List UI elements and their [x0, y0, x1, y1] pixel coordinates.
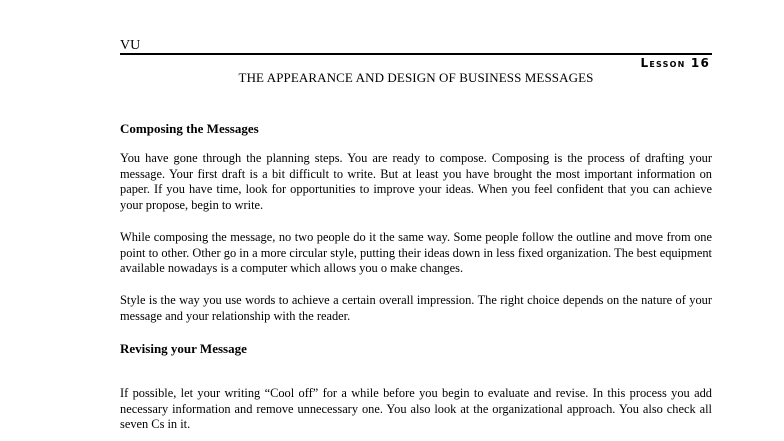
document-page	[120, 0, 712, 441]
paragraph-revising-1: If possible, let your writing “Cool off” for a while before you begin to evaluate and revise. In this process you add necessary information and remove unnecessary one. You also look at the organizational approach. You also check all seven Cs in it.	[120, 386, 712, 432]
paragraph-composing-3: Style is the way you use words to achieve a certain overall impression. The right choice depends on the nature of your message and your relationship with the reader.	[120, 293, 712, 323]
heading-composing-messages: Composing the Messages	[120, 121, 259, 136]
heading-revising-message: Revising your Message	[120, 341, 247, 356]
paragraph-composing-1: You have gone through the planning steps. You are ready to compose. Composing is the process of drafting your message. Your first draft is a bit difficult to write. But at least you have brought the most important information on paper. If you have time, look for opportunities to improve your ideas. When you feel confident that you can achieve your propose, begin to write.	[120, 151, 712, 212]
header-vu-label: VU	[120, 38, 141, 53]
lesson-number: Lesson 16	[640, 56, 710, 70]
paragraph-composing-2: While composing the message, no two people do it the same way. Some people follow the outline and move from one point to other. Other go in a more circular style, putting their ideas down in less fixed organization. The best equipment available nowadays is a computer which allows you o make changes.	[120, 230, 712, 276]
document-title: THE APPEARANCE AND DESIGN OF BUSINESS MESSAGES	[238, 70, 594, 85]
header-divider	[120, 53, 712, 55]
